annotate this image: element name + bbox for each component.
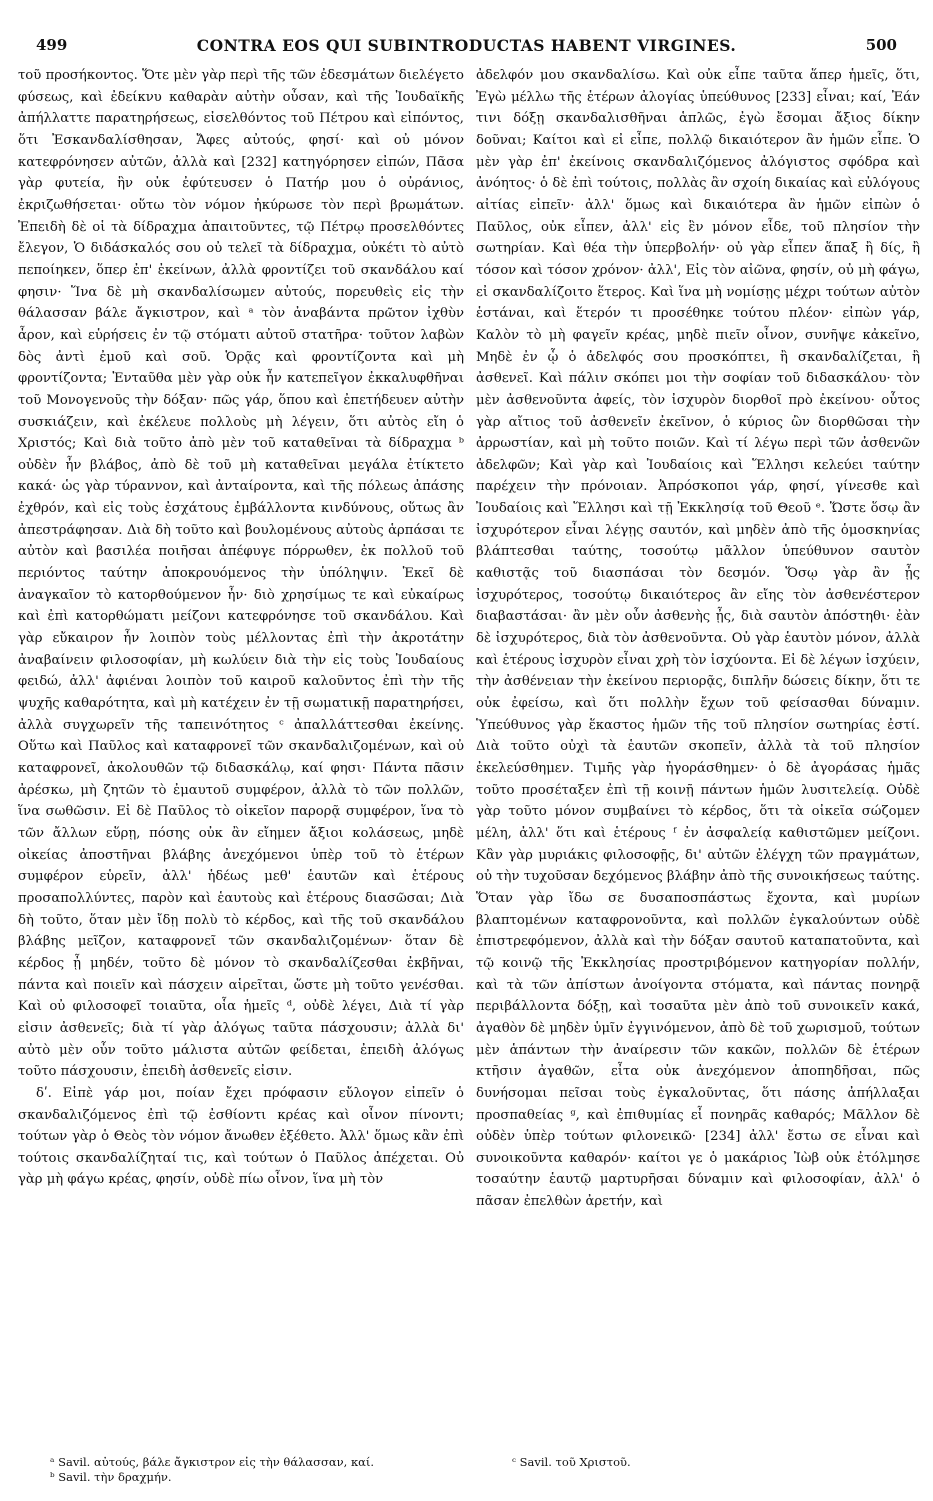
footnote-a: ᵃ Savil. αὐτούς, βάλε ἄγκιστρον εἰς τὴν θάλασσαν, καί. (50, 1455, 375, 1469)
running-header (36, 36, 897, 62)
left-column (18, 65, 464, 1455)
running-title: CONTRA EOS QUI SUBINTRODUCTAS HABENT VIRGINES. (196, 36, 737, 55)
right-column (476, 65, 920, 1455)
paragraph-section-4: δʹ. Εἰπὲ γάρ μοι, ποίαν ἔχει πρόφασιν εὔλογον εἰπεῖν ὁ σκανδαλιζόμενος ἐπὶ τῷ ἐσθίοντι κρέας καὶ οἶνον πίνοντι; τούτων γὰρ ὁ Θεὸς τὸν νόμον ἄνωθεν ἐξέθετο. Ἀλλ' ὅμως κἂν ἐπὶ τούτοις σκανδαλίζηταί τις, καὶ τούτων ὁ Παῦλος ἀπέχεται. Οὐ γὰρ μὴ φάγω κρέας, φησίν, οὐδὲ πίω οἶνον, ἵνα μὴ τὸν (18, 1085, 464, 1188)
paragraph: ἀδελφόν μου σκανδαλίσω. Καὶ οὐκ εἶπε ταῦτα ἅπερ ἡμεῖς, ὅτι, Ἐγὼ μέλλω τῆς ἑτέρων ἀλογίας ὑπεύθυνος [233] εἶναι; καί, Ἐάν τινι δόξῃ σκανδαλισθῆναι ἁπλῶς, ἐγὼ ἔσομαι ἄξιος δίκην δοῦναι; Καίτοι καὶ εἰ εἶπε, πολλῷ δικαιότερον ἂν ἡμῶν εἶπε. Ὁ μὲν γὰρ ἐπ' ἐκείνοις σκανδαλιζόμενος ἀλόγιστος σφόδρα καὶ ἀνόητος· ὁ δὲ ἐπὶ τούτοις, πολλὰς ἂν σχοίη δικαίας καὶ εὐλόγους αἰτίας εἰπεῖν· ἀλλ' ὅμως καὶ δικαιότερα ἂν ἡμῶν εἰπὼν ὁ Παῦλος, οὐκ εἶπεν, ἀλλ' εἰς ἓν μόνον εἶδε, τοῦ πλησίον τὴν σωτηρίαν. Καὶ θέα τὴν ὑπερβολήν· οὐ γὰρ εἶπεν ἅπαξ ἢ δίς, ἢ τόσον καὶ τόσον χρόνον· ἀλλ', Εἰς τὸν αἰῶνα, φησίν, οὐ μὴ φάγω, εἰ σκανδαλίζοιτο ἕτερος. Καὶ ἵνα μὴ νομίσῃς μέχρι τούτων αὐτὸν ἑστάναι, καὶ ἕτερόν τι προσέθηκε τούτου πλέον· εἰπὼν γάρ, Καλὸν τὸ μὴ φαγεῖν κρέας, μηδὲ πιεῖν οἶνον, συνῆψε κἀκεῖνο, Μηδὲ ἐν ᾧ ὁ ἀδελφός σου προσκόπτει, ἢ σκανδαλίζεται, ἢ ἀσθενεῖ. Καὶ πάλιν σκόπει μοι τὴν σοφίαν τοῦ διδασκάλου· τὸν μὲν ἀσθενοῦντα ἀφείς, τὸν ἰσχυρὸν διορθοῖ πρὸ ἐκείνου· οὗτος γὰρ αἴτιος τοῦ ἀσθενεῖν ἐκεῖνον, ὁ κύριος ὢν διορθῶσαι τὴν ἀρρωστίαν, καὶ μὴ τοῦτο ποιῶν. Καὶ τί λέγω περὶ τῶν ἀσθενῶν ἀδελφῶν; Καὶ γὰρ καὶ Ἰουδαίοις καὶ Ἕλλησι κελεύει ταύτην παρέχειν τὴν πρόνοιαν. Ἀπρόσκοποι γάρ, φησί, γίνεσθε καὶ Ἰουδαίοις καὶ Ἕλλησι καὶ τῇ Ἐκκλησίᾳ τοῦ Θεοῦ ᵉ. Ὥστε ὅσῳ ἂν ἰσχυρότερον εἶναι λέγῃς σαυτόν, καὶ μηδὲν ἀπὸ τῆς ὁμοσκηνίας βλάπτεσθαι ταύτης, τοσούτῳ μᾶλλον ὑπεύθυνον σαυτὸν καθιστᾷς τοῦ διασπάσαι τὸν δεσμόν. Ὅσῳ γὰρ ἂν ᾖς ἰσχυρότερος, τοσούτῳ δικαιότερος ἂν εἴης τὸν ἀσθενέστερον διαβαστάσαι· ἂν μὲν οὖν ἀσθενὴς ᾖς, διὰ σαυτὸν ἀπόστηθι· ἐὰν δὲ ἰσχυρότερος, διὰ τὸν ἀσθενοῦντα. Οὐ γὰρ ἑαυτὸν μόνον, ἀλλὰ καὶ ἑτέρους ἰσχυρὸν εἶναι χρὴ τὸν ἰσχύοντα. Εἰ δὲ λέγων ἰσχύειν, τὴν ἀσθένειαν τὴν ἐκείνου περιορᾷς, διπλῆν δώσεις δίκην, ὅτι τε οὐκ ἐφείσω, καὶ ὅτι πολλὴν ἔχων τοῦ φείσασθαι δύναμιν. Ὑπεύθυνος γὰρ ἕκαστος ἡμῶν τῆς τοῦ πλησίον σωτηρίας ἐστί. Διὰ τοῦτο οὐχὶ τὰ ἑαυτῶν σκοπεῖν, ἀλλὰ τὰ τοῦ πλησίον ἐκελεύσθημεν. Τιμῆς γὰρ ἠγοράσθημεν· ὁ δὲ ἀγοράσας ἡμᾶς τοῦτο προσέταξεν ἐπὶ τῇ κοινῇ πάντων ἡμῶν λυσιτελείᾳ. Οὐδὲ γὰρ τοῦτο μόνον συμβαίνει τὸ κέρδος, ὅτι τὰ οἰκεῖα σώζομεν μέλη, ἀλλ' ὅτι καὶ ἑτέρους ᶠ ἐν ἀσφαλείᾳ καθιστῶμεν μείζονι. Κἂν γὰρ μυριάκις φιλοσοφῇς, δι' αὐτῶν ἐλέγχη τῶν πραγμάτων, οὐ τὴν τυχοῦσαν δεχόμενος βλάβην ἀπὸ τῆς συνοικήσεως ταύτης. Ὅταν γὰρ ἴδω σε δυσαποσπάστως ἔχοντα, καὶ μυρίων βλαπτομένων καταφρονοῦντα, καὶ πολλῶν ἐγκαλούντων οὐδὲ ἐπιστρεφόμενον, ἀλλὰ καὶ τὴν δόξαν σαυτοῦ καταπατοῦντα, καὶ τῷ κοινῷ τῆς Ἐκκλησίας προστριβόμενον κατηγορίαν πολλήν, καὶ τὰ τῶν ἀπίστων ἀνοίγοντα στόματα, καὶ πάντας πονηρᾷ περιβάλλοντα δόξῃ, καὶ τοσαῦτα μὲν ἀπὸ τοῦ συνοικεῖν κακά, ἀγαθὸν δὲ μηδὲν ὑμῖν ἐγγινόμενον, ἀπὸ δὲ τοῦ χωρισμοῦ, τούτων μὲν ἁπάντων τὴν ἀναίρεσιν τῶν κακῶν, πολλῶν δὲ ἑτέρων κτῆσιν ἀγαθῶν, εἶτα οὐκ ἀνεχόμενον ἀποπηδῆσαι, πῶς δυνήσομαι πεῖσαι τοὺς ἐγκαλοῦντας, ὅτι πάσης ἀπήλλαξαι προσπαθείας ᵍ, καὶ ἐπιθυμίας εἶ πονηρᾶς καθαρός; Μᾶλλον δὲ οὐδὲν ὑπὲρ τούτων φιλονεικῶ· [234] ἀλλ' ἔστω σε εἶναι καὶ συνοικοῦντα καθαρόν· καίτοι γε ὁ μακάριος Ἰὼβ οὐκ ἐτόλμησε τοσαύτην ἑαυτῷ μαρτυρῆσαι δύναμιν καὶ φιλοσοφίαν, ἀλλ' ὁ πᾶσαν ἐπελθὼν ἀρετήν, καὶ (476, 68, 920, 1210)
page-number-left: 499 (36, 36, 68, 54)
footnote-b: ᵇ Savil. τὴν δραχμήν. (50, 1470, 172, 1484)
paragraph: τοῦ προσήκοντος. Ὅτε μὲν γὰρ περὶ τῆς τῶν ἐδεσμάτων διελέγετο φύσεως, καὶ ἐδείκνυ καθαρὰν αὐτὴν οὖσαν, καὶ τῆς Ἰουδαϊκῆς ἀπήλλαττε παρατηρήσεως, εἰσελθόντος τοῦ Πέτρου καὶ εἰπόντος, ὅτι Ἐσκανδαλίσθησαν, Ἄφες αὐτούς, φησί· καὶ οὐ μόνον κατεφρόνησεν αὐτῶν, ἀλλὰ καὶ [232] κατηγόρησεν εἰπών, Πᾶσα γὰρ φυτεία, ἣν οὐκ ἐφύτευσεν ὁ Πατήρ μου ὁ οὐράνιος, ἐκριζωθήσεται· οὕτω τὸν νόμον ἠκύρωσε τὸν περὶ βρωμάτων. Ἐπειδὴ δὲ οἱ τὰ δίδραχμα ἀπαιτοῦντες, τῷ Πέτρῳ προσελθόντες ἔλεγον, Ὁ διδάσκαλός σου οὐ τελεῖ τὰ δίδραχμα, οὐκέτι τὸ αὐτὸ πεποίηκεν, ὅπερ ἐπ' ἐκείνων, ἀλλὰ φροντίζει τοῦ σκανδάλου καί φησιν· Ἵνα δὲ μὴ σκανδαλίσωμεν αὐτούς, πορευθεὶς εἰς τὴν θάλασσαν βάλε ἄγκιστρον, καὶ ᵃ τὸν ἀναβάντα πρῶτον ἰχθὺν ἆρον, καὶ εὑρήσεις ἐν τῷ στόματι αὐτοῦ στατῆρα· τοῦτον λαβὼν δὸς ἀντὶ ἐμοῦ καὶ σοῦ. Ὁρᾷς καὶ φροντίζοντα καὶ μὴ φροντίζοντα; Ἐνταῦθα μὲν γὰρ οὐκ ἦν κατεπεῖγον ἐκκαλυφθῆναι τοῦ Μονογενοῦς τὴν δόξαν· πῶς γάρ, ὅπου καὶ ἐπετήδευεν αὐτὴν συσκιάζειν, καὶ ἐκέλευε πολλοὺς μὴ λέγειν, ὅτι αὐτὸς εἴη ὁ Χριστός; Καὶ διὰ τοῦτο ἀπὸ μὲν τοῦ καταθεῖναι τὰ δίδραχμα ᵇ οὐδὲν ἦν βλάβος, ἀπὸ δὲ τοῦ μὴ καταθεῖναι μεγάλα ἐτίκτετο κακά· ὡς γὰρ τύραννον, καὶ ἀνταίροντα, καὶ τῆς πόλεως ἀπάσης ἐχθρόν, καὶ εἰς τοὺς ἐσχάτους ἐμβάλλοντα κινδύνους, οὕτως ἂν ἀπεστράφησαν. Διὰ δὴ τοῦτο καὶ βουλομένους αὐτοὺς ἁρπάσαι τε αὐτὸν καὶ βασιλέα ποιῆσαι ἀπέφυγε πόρρωθεν, ἐκ πολλοῦ τοῦ περιόντος ταύτην ἀποκρουόμενος τὴν ὑπόληψιν. Ἐκεῖ δὲ ἀναγκαῖον τὸ κατορθούμενον ἦν· διὸ χρησίμως τε καὶ εὐκαίρως καὶ ἐπὶ κατορθώματι μείζονι κατεφρόνησε τοῦ σκανδάλου. Καὶ γὰρ εὔκαιρον ἦν λοιπὸν τοὺς μέλλοντας ἐπὶ τὴν ἀκροτάτην ἀναβαίνειν φιλοσοφίαν, μὴ κωλύειν διὰ τὴν εἰς τοὺς Ἰουδαίους φειδώ, ἀλλ' ἀφιέναι λοιπὸν τοῦ καιροῦ καλοῦντος ἐπὶ τὴν τῆς ψυχῆς καθαρότητα, καὶ μὴ κατέχειν ἐν τῇ σωματικῇ παρατηρήσει, ἀλλὰ συγχωρεῖν τῆς ταπεινότητος ᶜ ἀπαλλάττεσθαι ἐκείνης. Οὕτω καὶ Παῦλος καὶ καταφρονεῖ τῶν σκανδαλιζομένων, καὶ οὐ καταφρονεῖ, ἀκολουθῶν τῷ διδασκάλῳ, καί φησι· Πάντα πᾶσιν ἀρέσκω, μὴ ζητῶν τὸ ἐμαυτοῦ συμφέρον, ἀλλὰ τὸ τῶν πολλῶν, ἵνα σωθῶσιν. Εἰ δὲ Παῦλος τὸ οἰκεῖον παρορᾷ συμφέρον, ἵνα τὸ τῶν ἄλλων εὕρῃ, πόσης οὐκ ἂν εἴημεν ἄξιοι κολάσεως, μηδὲ οἰκείας ἀποστῆναι βλάβης ἀνεχόμενοι ὑπὲρ τοῦ τὸ ἑτέρων συμφέρον εὑρεῖν, ἀλλ' ἡδέως μεθ' ἑαυτῶν καὶ ἑτέρους προσαπολλύντες, παρὸν καὶ ἑαυτοὺς καὶ ἑτέρους διασῶσαι; Διὰ δὴ τοῦτο, ὅταν μὲν ἴδῃ πολὺ τὸ κέρδος, καὶ τῆς τοῦ σκανδάλου βλάβης μεῖζον, καταφρονεῖ τῶν σκανδαλιζομένων· ὅταν δὲ κέρδος ᾖ μηδέν, τοῦτο δὲ μόνον τὸ σκανδαλίζεσθαι ἐκβῆναι, πάντα καὶ ποιεῖν καὶ πάσχειν αἱρεῖται, ὥστε μὴ τοῦτο γενέσθαι. Καὶ οὐ φιλοσοφεῖ τοιαῦτα, οἷα ἡμεῖς ᵈ, οὐδὲ λέγει, Διὰ τί γὰρ εἰσιν ἀσθενεῖς; διὰ τί γὰρ ἀλόγως ταῦτα πάσχουσιν; ἀλλὰ δι' αὐτὸ μὲν οὖν τοῦτο μάλιστα αὐτῶν φείδεται, ἐπειδὴ ἀλόγως τοῦτο πάσχουσιν, ἐπειδὴ ἀσθενεῖς εἰσιν. (18, 68, 464, 1080)
footnotes-left (50, 1455, 450, 1485)
footnote-c: ᶜ Savil. τοῦ Χριστοῦ. (512, 1455, 631, 1469)
page-number-right: 500 (865, 36, 897, 54)
footnotes-right (512, 1455, 912, 1470)
